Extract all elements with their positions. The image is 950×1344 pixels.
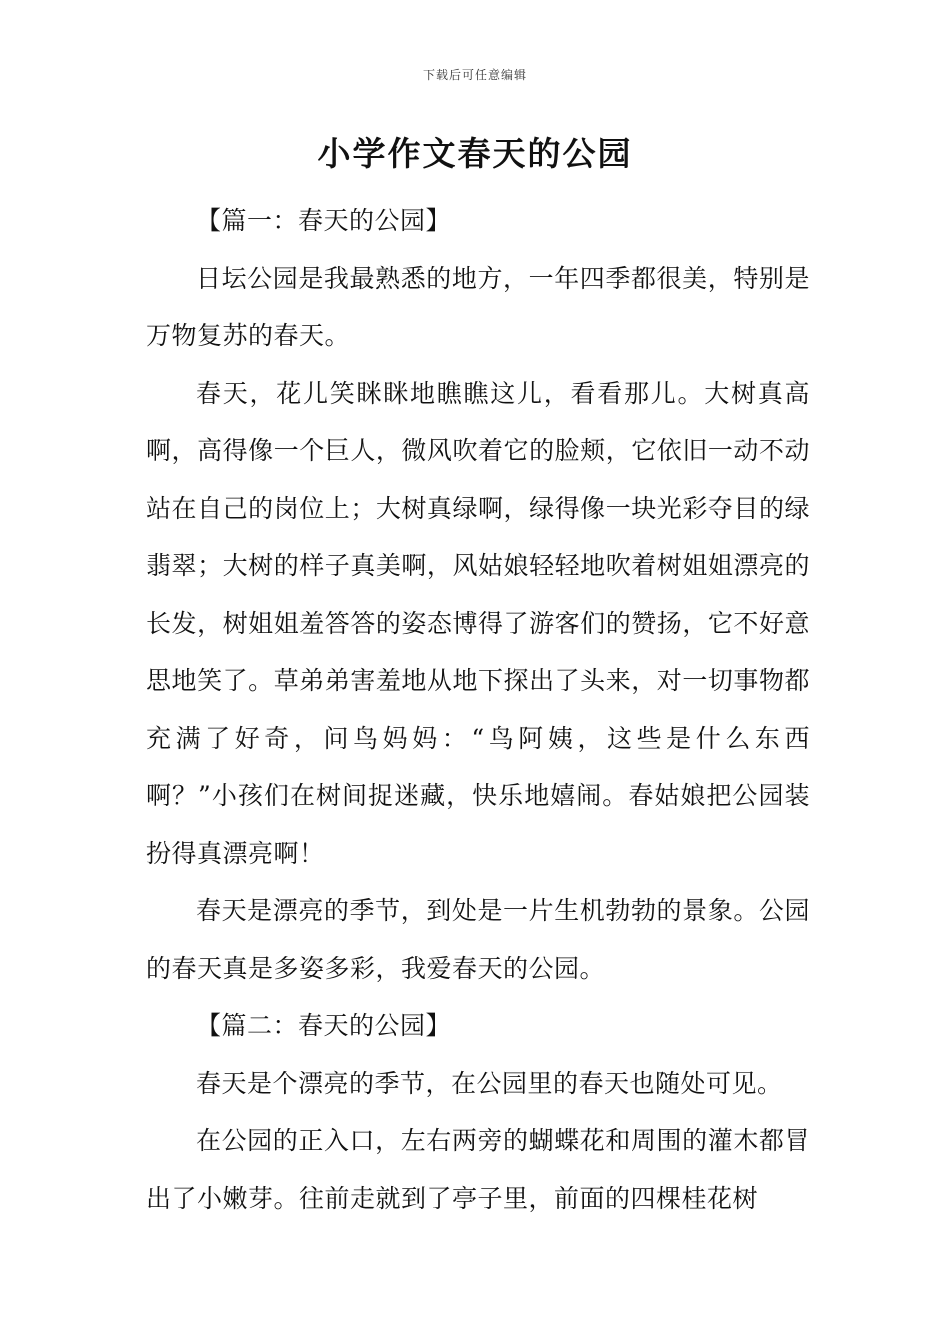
paragraph: 日坛公园是我最熟悉的地方，一年四季都很美，特别是万物复苏的春天。 <box>146 263 810 350</box>
section-heading-one: 【篇一：春天的公园】 <box>196 206 452 235</box>
document-body <box>146 192 810 1227</box>
paragraph: 在公园的正入口，左右两旁的蝴蝶花和周围的灌木都冒出了小嫩芽。往前走就到了亭子里，前面的四棵桂花树 <box>146 1126 810 1213</box>
header-note: 下载后可任意编辑 <box>422 68 527 82</box>
paragraph: 春天是漂亮的季节，到处是一片生机勃勃的景象。公园的春天真是多姿多彩，我爱春天的公园。 <box>146 896 810 983</box>
paragraph: 春天，花儿笑眯眯地瞧瞧这儿，看看那儿。大树真高啊，高得像一个巨人，微风吹着它的脸颊，它依旧一动不动站在自己的岗位上；大树真绿啊，绿得像一块光彩夺目的绿翡翠；大树的样子真美啊，风姑娘轻轻地吹着树姐姐漂亮的长发，树姐姐羞答答的姿态博得了游客们的赞扬，它不好意思地笑了。草弟弟害羞地从地下探出了头来，对一切事物都充满了好奇，问鸟妈妈：“鸟阿姨，这些是什么东西啊？”小孩们在树间捉迷藏，快乐地嬉闹。春姑娘把公园装扮得真漂亮啊！ <box>146 378 810 868</box>
document-title: 小学作文春天的公园 <box>317 134 633 173</box>
section-heading-two: 【篇二：春天的公园】 <box>196 1011 452 1040</box>
paragraph: 春天是个漂亮的季节，在公园里的春天也随处可见。 <box>196 1068 783 1098</box>
